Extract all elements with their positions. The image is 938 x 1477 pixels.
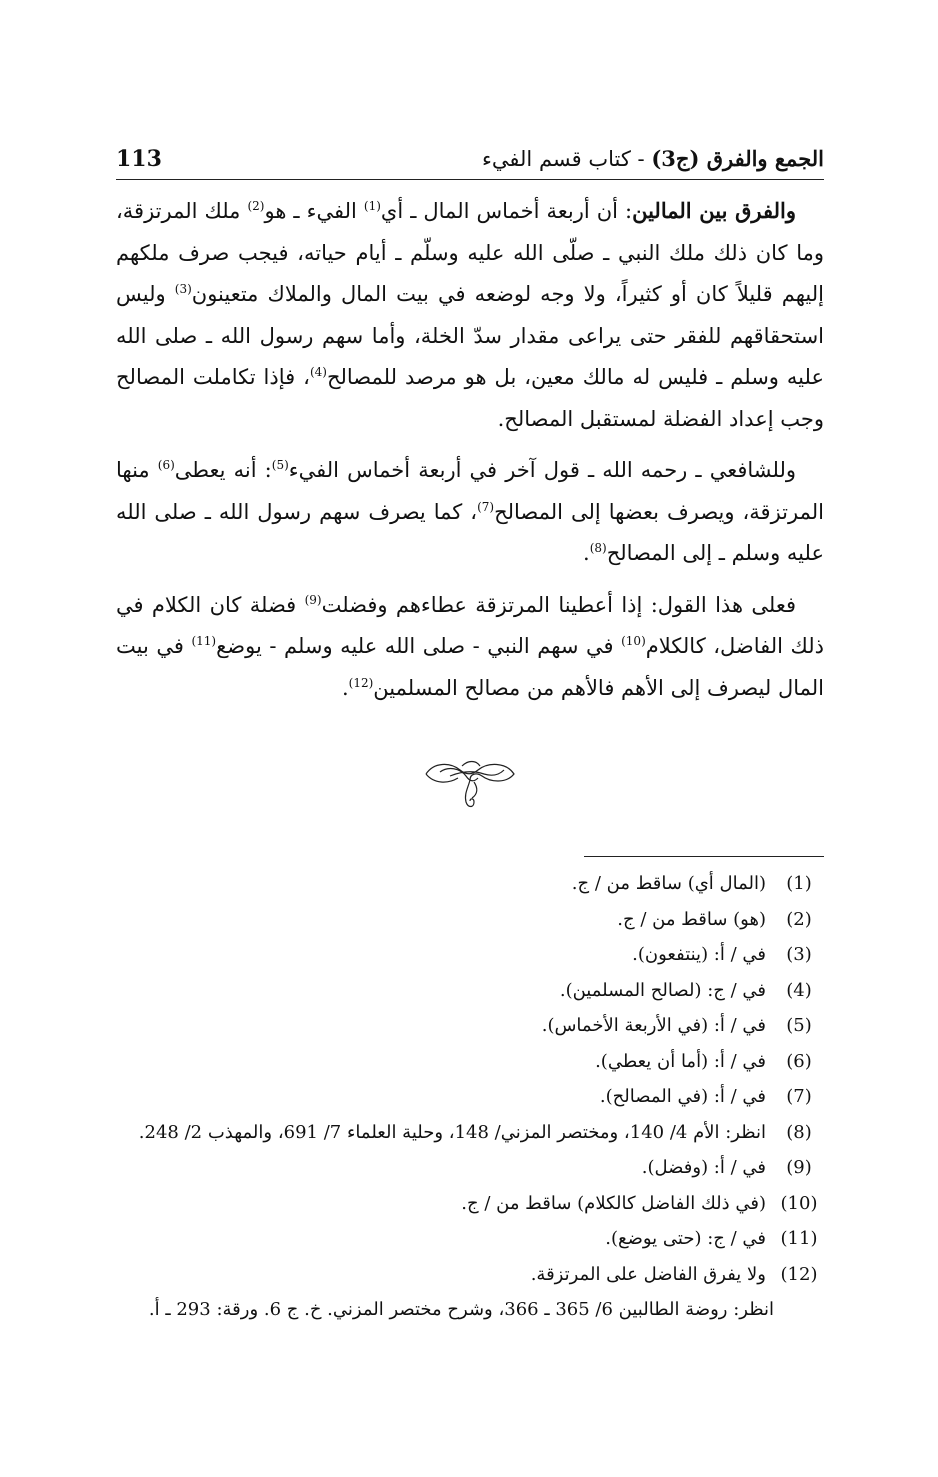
footnote-text: في / أ: (أما أن يعطي). [595,1050,766,1072]
footnote-item [116,1264,824,1300]
footnote-item [116,1157,824,1193]
footnote-text: (في ذلك الفاضل كالكلام) ساقط من / ج. [461,1192,766,1214]
footnote-number: (10) [780,1192,818,1214]
footnote-number: (8) [786,1121,812,1143]
footnote-item [116,980,824,1016]
footnote-item [116,944,824,980]
footnote-item [116,1228,824,1264]
text-run: . [583,541,590,565]
text-run: فعلى هذا القول: إذا أعطينا المرتزقة عطاءهم وفضلت [321,592,796,617]
footnote-item [116,909,824,945]
footnote-number: (6) [786,1050,812,1072]
footnote-ref[interactable]: (5) [271,458,289,472]
footnote-text: انظر: الأم 4/ 140، ومختصر المزني/ 148، وحلية العلماء 7/ 691، والمهذب 2/ 248. [138,1121,766,1143]
text-run: : أن أربعة أخماس المال ـ أي [380,199,633,223]
footnote-source-text: انظر: روضة الطالبين 6/ 365 ـ 366، وشرح مختصر المزني. خ. ج 6. ورقة: 293 ـ أ. [148,1299,774,1320]
footnote-text: في / أ: (وفضل). [641,1157,766,1178]
text-run: : أنه يعطى [174,458,272,482]
running-header [116,142,824,180]
text-run: فضلة كان الكلام في ذلك الفاضل، كالكلام [116,592,824,658]
footnote-item [116,1015,824,1051]
text-run: ، فإذا تكاملت المصالح وجب إعداد الفضلة لمستقبل المصالح. [116,365,824,431]
footnote-source [116,1299,824,1335]
paragraph-3 [116,585,824,710]
footnote-number: (9) [786,1157,812,1178]
text-run: منها المرتزقة، ويصرف بعضها إلى المصالح [116,458,824,524]
running-title-bold: الجمع والفرق (ج3) [651,146,824,171]
running-title-rest: - كتاب قسم الفيء [482,147,652,171]
footnote-ref[interactable]: (3) [174,282,192,296]
footnote-text: في / ج: (لصالح المسلمين). [559,979,766,1001]
footnote-ref[interactable]: (11) [191,634,217,648]
footnote-ref[interactable]: (10) [621,634,646,648]
footnote-separator [584,856,824,857]
footnote-text: (هو) ساقط من / ج. [617,908,766,930]
text-run: في بيت المال ليصرف إلى الأهم فالأهم من مصالح المسلمين [116,634,824,700]
text-run: وللشافعي ـ رحمه الله ـ قول آخر في أربعة أخماس الفيء [288,458,796,482]
footnote-ref[interactable]: (1) [363,199,381,213]
paragraph-2 [116,450,824,575]
footnote-ref[interactable]: (9) [304,592,322,607]
footnote-item [116,1086,824,1122]
footnote-ref[interactable]: (12) [348,675,374,690]
text-run: . [341,675,349,700]
footnotes [116,873,824,1335]
text-run: ، كما يصرف سهم رسول الله ـ صلى الله عليه وسلم ـ إلى المصالح [116,499,824,565]
footnote-ref[interactable]: (2) [247,199,265,213]
footnote-text: (المال أي) ساقط من / ج. [571,873,766,894]
text-run: الفيء ـ هو [264,199,364,223]
footnote-number: (11) [780,1228,818,1249]
footnote-text: في / أ: (ينتفعون). [632,944,766,965]
footnote-text: في / أ: (في المصالح). [599,1086,766,1107]
text-run: ملك المرتزقة، وما كان ذلك ملك النبي ـ صلّى الله عليه وسلّم ـ أيام حياته، فيجب صرف ملكهم إليهم قليلاً كان أو كثيراً، ولا وجه لوضعه في بيت المال والملاك متعينون [116,199,824,306]
footnote-number: (7) [786,1086,812,1107]
footnote-number: (12) [780,1263,818,1285]
footnote-item [116,1122,824,1158]
main-text [116,190,824,719]
footnote-text: في / ج: (حتى يوضع). [605,1228,766,1249]
footnote-number: (1) [786,873,812,894]
paragraph-1 [116,190,824,440]
running-title [482,146,824,171]
footnote-item [116,873,824,909]
footnote-text: في / أ: (في الأربعة الأخماس). [541,1015,766,1036]
footnote-item [116,1193,824,1229]
page-number: 113 [116,146,162,172]
fleuron-ornament-icon [420,752,520,812]
footnote-ref[interactable]: (6) [157,458,175,472]
footnote-number: (5) [786,1015,812,1036]
text-run: في سهم النبي - صلى الله عليه وسلم - يوضع [216,634,622,658]
text-run: وليس استحقاقهم للفقر حتى يراعى مقدار سدّ الخلة، وأما سهم رسول الله ـ صلى الله عليه وسلم ـ فليس له مالك معين، بل هو مرصد للمصالح [116,282,825,389]
paragraph-lead: والفرق بين المالين [632,198,796,223]
footnote-item [116,1051,824,1087]
footnote-ref[interactable]: (7) [477,499,495,514]
footnote-text: ولا يفرق الفاضل على المرتزقة. [530,1263,766,1285]
footnote-number: (3) [786,944,812,965]
footnote-ref[interactable]: (4) [309,365,327,379]
footnote-number: (4) [786,979,812,1001]
footnote-ref[interactable]: (8) [589,541,607,555]
header-rule [116,179,824,180]
footnote-number: (2) [786,908,812,930]
